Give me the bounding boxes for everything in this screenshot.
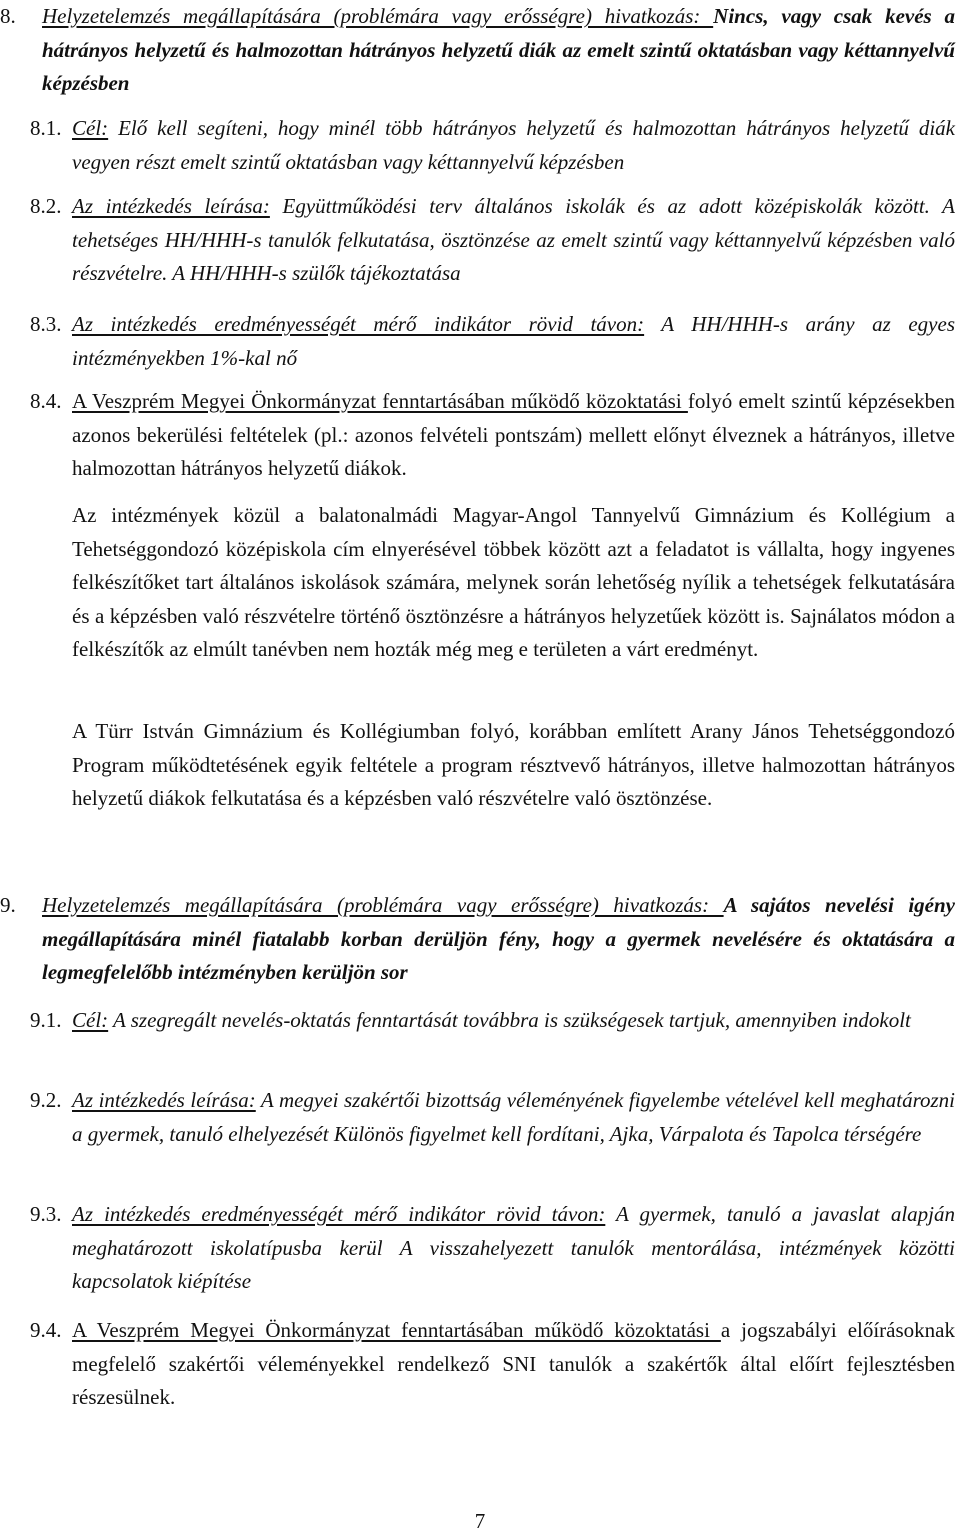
item-9-3-text: A gyermek, tanuló a javaslat alapján meghatározott iskolatípusba kerül A visszahelyezett tanulók mentorálása, intézmények közötti kapcsolatok kiépítése xyxy=(72,1202,955,1293)
item-8-3-number: 8.3. xyxy=(30,312,62,336)
item-8-1-number: 8.1. xyxy=(30,116,62,140)
item-9-4-number: 9.4. xyxy=(30,1318,62,1342)
item-9-1 xyxy=(30,1004,955,1038)
section-8-number: 8. xyxy=(0,4,16,28)
item-8-1 xyxy=(30,112,955,179)
section-8-reference-value: Nincs, vagy csak kevés a hátrányos helyzetű és halmozottan hátrányos helyzetű diák az emelt szintű oktatásban vagy kéttannyelvű képzésben xyxy=(42,4,955,95)
item-8-2-number: 8.2. xyxy=(30,194,62,218)
item-9-2-text: A megyei szakértői bizottság véleményének figyelembe vételével kell meghatározni a gyermek, tanuló elhelyezését Különös figyelmet kell fordítani, Ajka, Várpalota és Tapolca térségére xyxy=(72,1088,955,1146)
item-8-4-number: 8.4. xyxy=(30,389,62,413)
item-9-1-number: 9.1. xyxy=(30,1008,62,1032)
page-number: 7 xyxy=(474,1509,486,1533)
item-8-3-text: A HH/HHH-s arány az egyes intézményekben 1%-kal nő xyxy=(72,312,955,370)
item-8-2-label: Az intézkedés leírása: xyxy=(72,194,270,218)
item-9-1-text: A szegregált nevelés-oktatás fenntartását továbbra is szükségesek tartjuk, amennyiben indokolt xyxy=(108,1008,911,1032)
section-9-heading xyxy=(0,889,955,990)
item-8-3 xyxy=(30,308,955,375)
item-9-1-label: Cél: xyxy=(72,1008,109,1032)
item-9-4 xyxy=(30,1314,955,1415)
item-9-3-number: 9.3. xyxy=(30,1202,62,1226)
item-8-2-text: Együttműködési terv általános iskolák és az adott középiskolák között. A tehetséges HH/HHH-s tanulók felkutatása, ösztönzése az emelt szintű vagy kéttannyelvű képzésben való részvételre. A HH/HHH-s szülők tájékoztatása xyxy=(72,194,956,285)
item-9-3 xyxy=(30,1198,955,1299)
item-8-4 xyxy=(30,385,955,486)
section-9-number: 9. xyxy=(0,893,16,917)
section-8-paragraph-2: A Türr István Gimnázium és Kollégiumban folyó, korábban említett Arany János Tehetséggondozó Program működtetésének egyik feltétele a program résztvevő hátrányos, illetve halmozottan hátrányos helyzetű diákok felkutatása és a képzésben való részvételre való ösztönzése. xyxy=(72,719,955,810)
section-9-reference-value: A sajátos nevelési igény megállapítására minél fiatalabb korban derüljön fény, hogy a gyermek nevelésére és oktatására a legmegfelelőbb intézményben kerüljön sor xyxy=(42,893,955,984)
item-8-3-label: Az intézkedés eredményességét mérő indikátor rövid távon: xyxy=(72,312,645,336)
item-8-2 xyxy=(30,190,955,291)
item-8-4-label: A Veszprém Megyei Önkormányzat fenntartásában működő közoktatási xyxy=(72,389,688,413)
item-9-2 xyxy=(30,1084,955,1151)
item-9-4-label: A Veszprém Megyei Önkormányzat fenntartásában működő közoktatási xyxy=(72,1318,721,1342)
section-9-reference-label: Helyzetelemzés megállapítására (problémára vagy erősségre) hivatkozás: xyxy=(42,893,724,917)
item-8-1-label: Cél: xyxy=(72,116,109,140)
item-9-2-label: Az intézkedés leírása: xyxy=(72,1088,256,1112)
section-8-heading xyxy=(0,0,955,101)
item-8-1-text: Elő kell segíteni, hogy minél több hátrányos helyzetű és halmozottan hátrányos helyzetű diák vegyen részt emelt szintű oktatásban vagy kéttannyelvű képzésben xyxy=(72,116,955,174)
item-8-4-text: folyó emelt szintű képzésekben azonos bekerülési feltételek (pl.: azonos felvételi pontszám) mellett előnyt élveznek a hátrányos, illetve halmozottan hátrányos helyzetű diákok. xyxy=(72,389,955,480)
item-9-3-label: Az intézkedés eredményességét mérő indikátor rövid távon: xyxy=(72,1202,606,1226)
item-9-4-text: a jogszabályi előírásoknak megfelelő szakértői véleményekkel rendelkező SNI tanulók a szakértők által előírt fejlesztésben részesülnek. xyxy=(72,1318,955,1409)
section-8-reference-label: Helyzetelemzés megállapítására (problémára vagy erősségre) hivatkozás: xyxy=(42,4,714,28)
section-8-paragraph-1: Az intézmények közül a balatonalmádi Magyar-Angol Tannyelvű Gimnázium és Kollégium a Tehetséggondozó középiskola cím elnyerésével többek között azt a feladatot is vállalta, hogy ingyenes felkészítőket tart általános iskolások számára, melynek során lehetőség nyílik a tehetségek felkutatására és a képzésben való részvételre történő ösztönzésre a hátrányos helyzetűek között is. Sajnálatos módon a felkészítők az elmúlt tanévben nem hozták még meg e területen a várt eredményt. xyxy=(72,503,955,661)
item-9-2-number: 9.2. xyxy=(30,1088,62,1112)
